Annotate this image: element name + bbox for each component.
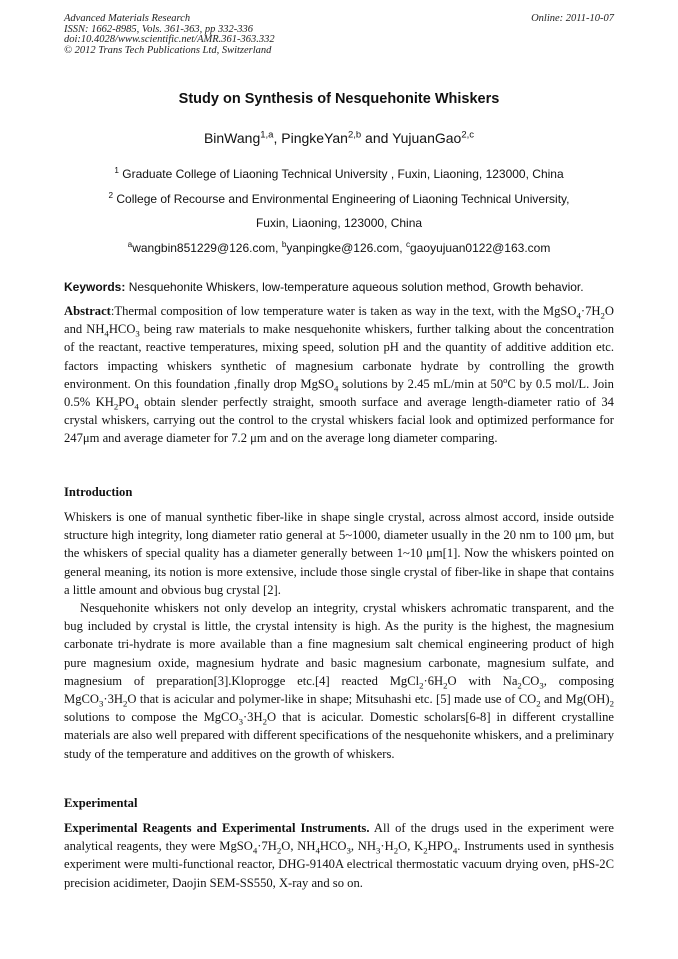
experimental-heading: Experimental <box>64 796 138 810</box>
paragraph-text: ·6H <box>423 673 444 688</box>
subscript: 2 <box>536 698 541 709</box>
email-sup: c <box>405 240 411 249</box>
subscript: 3 <box>375 845 381 856</box>
intro-paragraph-2 <box>64 599 614 763</box>
introduction-heading: Introduction <box>64 485 133 499</box>
paragraph-text: O, NH <box>281 839 316 854</box>
affiliation-text: College of Recourse and Environmental Engineering of Liaoning Technical University, <box>113 192 570 206</box>
subscript: 3 <box>238 716 243 727</box>
subscript: 2 <box>262 716 267 727</box>
author-name: BinWang <box>203 130 261 146</box>
email-list <box>0 241 678 255</box>
subscript: 2 <box>423 845 428 856</box>
subscript: 2 <box>276 845 282 856</box>
keywords-text: Nesquehonite Whiskers, low-temperature aqueous solution method, Growth behavior. <box>125 280 584 294</box>
issn-line: ISSN: 1662-8985, Vols. 361-363, pp 332-336 <box>64 23 253 35</box>
email-sup: b <box>281 240 287 249</box>
affiliation-1 <box>0 167 678 181</box>
author-sup: 2,b <box>347 129 362 141</box>
doi-line: doi:10.4028/www.scientific.net/AMR.361-363.332 <box>64 34 275 45</box>
subscript: 2 <box>419 680 424 691</box>
paragraph-text: , composing MgCO <box>64 673 615 707</box>
subscript: 4 <box>452 845 458 856</box>
subscript: 2 <box>600 310 605 321</box>
keywords-label: Keywords: <box>64 280 126 294</box>
subscript: 3 <box>135 328 140 339</box>
copyright-line: © 2012 Trans Tech Publications Ltd, Switzerland <box>64 44 272 56</box>
affiliation-number: 2 <box>108 191 114 200</box>
journal-header <box>64 14 275 56</box>
author-name: YujuanGao <box>392 130 462 146</box>
author-sup: 1,a <box>260 129 274 141</box>
paragraph-text: O that is acicular. Domestic scholars[6-8] in different crystalline materials are also well prepared with different specifications of the nesquehonite whiskers, and a preliminary study of the temperature and additives on the growth of whiskers. <box>64 710 614 761</box>
paragraph-text: ·7H <box>257 839 277 854</box>
affiliation-2-city: Fuxin, Liaoning, 123000, China <box>255 216 423 230</box>
abstract-text: C by 0.5 mol/L. Join 0.5% KH <box>64 376 614 410</box>
paragraph-text: , NH <box>350 839 376 854</box>
paragraph-text: HPO <box>427 839 453 854</box>
author-separator: , <box>273 130 282 146</box>
abstract-text: being raw materials to make nesquehonite whiskers, further talking about the concentration of the reactant, reactive temperatures, mixing speed, solution pH and the quantity of additive addition etc. factors impacting whiskers synthetic of magnesium carbonate hydrate by controlling the growth environment. On this foundation ,finally drop MgSO <box>64 322 614 391</box>
email-link[interactable]: gaoyujuan0122@163.com <box>410 241 551 255</box>
intro-paragraph-1: Whiskers is one of manual synthetic fiber-like in shape single crystal, across almost accord, inside outside structure high integrity, long diameter ratio general at 5~1000, diameter usually in the 20 nm to 100 μm, but the whiskers of special quality has a diameter generally between 1~10 μm[1]. Now the whiskers pointed on general meaning, its notion is more extensive, include those single crystal of fiber-like in shape that contains a little amount and obvious bug crystal [2]. <box>64 510 614 597</box>
subscript: 3 <box>539 680 544 691</box>
degree-sup: o <box>503 374 508 385</box>
abstract-text: O and NH <box>64 304 614 337</box>
subscript: 3 <box>346 845 351 856</box>
paragraph-text: ·3H <box>242 710 263 725</box>
subscript: 4 <box>104 328 109 339</box>
email-link[interactable]: wangbin851229@126.com, <box>132 241 282 255</box>
paragraph-text: ·3H <box>103 692 123 707</box>
email-sup: a <box>127 240 133 249</box>
paragraph-text: ·H <box>380 839 394 854</box>
abstract <box>64 302 614 448</box>
affiliation-number: 1 <box>114 166 119 175</box>
affiliation-text: Graduate College of Liaoning Technical University , Fuxin, Liaoning, 123000, China <box>118 167 564 181</box>
experimental-body <box>64 819 614 892</box>
subscript: 2 <box>113 401 119 412</box>
abstract-text: ·7H <box>580 304 601 318</box>
keywords <box>64 280 624 294</box>
abstract-text: HCO <box>108 322 136 337</box>
subscript: 2 <box>609 698 614 709</box>
online-date: Online: 2011-10-07 <box>531 13 614 24</box>
subscript: 4 <box>315 845 320 856</box>
paragraph-text: and Mg(OH) <box>540 692 610 707</box>
author-separator: and <box>361 130 393 146</box>
paragraph-text: Nesquehonite whiskers not only develop an integrity, crystal whiskers achromatic transparent, and the bug included by crystal is little, the crystal intensity is high. As the purity is the highest, the magnesium carbonate tri-hydrate is more available than a fine magnesium salt chemical engineering product of high pure magnesium oxide, magnesium hydrate and basic magnesium carbonate, magnesium sulfate, and magnesium of preparation[3].Kloprogge etc.[4] reacted MgCl <box>64 601 614 688</box>
author-sup: 2,c <box>461 129 475 141</box>
subscript: 4 <box>252 845 258 856</box>
paragraph-text: O, K <box>398 839 424 854</box>
subscript: 2 <box>517 680 522 691</box>
email-link[interactable]: yanpingke@126.com, <box>286 241 406 255</box>
journal-name: Advanced Materials Research <box>64 13 191 24</box>
subscript: 4 <box>334 383 339 394</box>
subscript: 2 <box>443 680 448 691</box>
subscript: 4 <box>576 310 581 321</box>
abstract-text: PO <box>118 395 135 410</box>
paragraph-text: CO <box>521 673 540 688</box>
experimental-subheading: Experimental Reagents and Experimental Instruments. <box>64 821 370 835</box>
abstract-label: Abstract <box>64 304 111 318</box>
paragraph-text: HCO <box>319 839 347 854</box>
abstract-text: obtain slender perfectly straight, smooth surface and average length-diameter ratio of 34 crystal whiskers, carrying out the control to the crystal whiskers facial look and optimized performance for 247μm and average diameter for 7.2 μm and on the average long diameter comparing. <box>64 395 614 446</box>
subscript: 3 <box>99 698 104 709</box>
paragraph-text: All of the drugs used in the experiment were analytical reagents, they were MgSO <box>64 821 614 854</box>
paragraph-text: O with Na <box>447 673 518 688</box>
paragraph-text: O that is acicular and polymer-like in shape; Mitsuhashi etc. [5] made use of CO <box>127 692 537 707</box>
paragraph-text: solutions to compose the MgCO <box>64 710 239 725</box>
subscript: 4 <box>134 401 139 412</box>
subscript: 2 <box>393 845 399 856</box>
abstract-text: solutions by 2.45 mL/min at 50 <box>338 376 504 391</box>
affiliation-2 <box>0 192 678 206</box>
introduction-body <box>64 508 614 763</box>
author-list <box>0 130 678 146</box>
subscript: 2 <box>123 698 128 709</box>
author-name: PingkeYan <box>281 130 348 146</box>
paragraph-text: . Instruments used in synthesis experiment were multi-functional reactor, DHG-9140A electrical thermostatic vacuum drying oven, pHS-2C precision acidimeter, Daojin SEM-SS550, X-ray and so on. <box>64 839 614 890</box>
paper-title: Study on Synthesis of Nesquehonite Whiskers <box>178 91 500 107</box>
abstract-text: :Thermal composition of low temperature water is taken as way in the text, with the MgSO <box>110 304 577 318</box>
